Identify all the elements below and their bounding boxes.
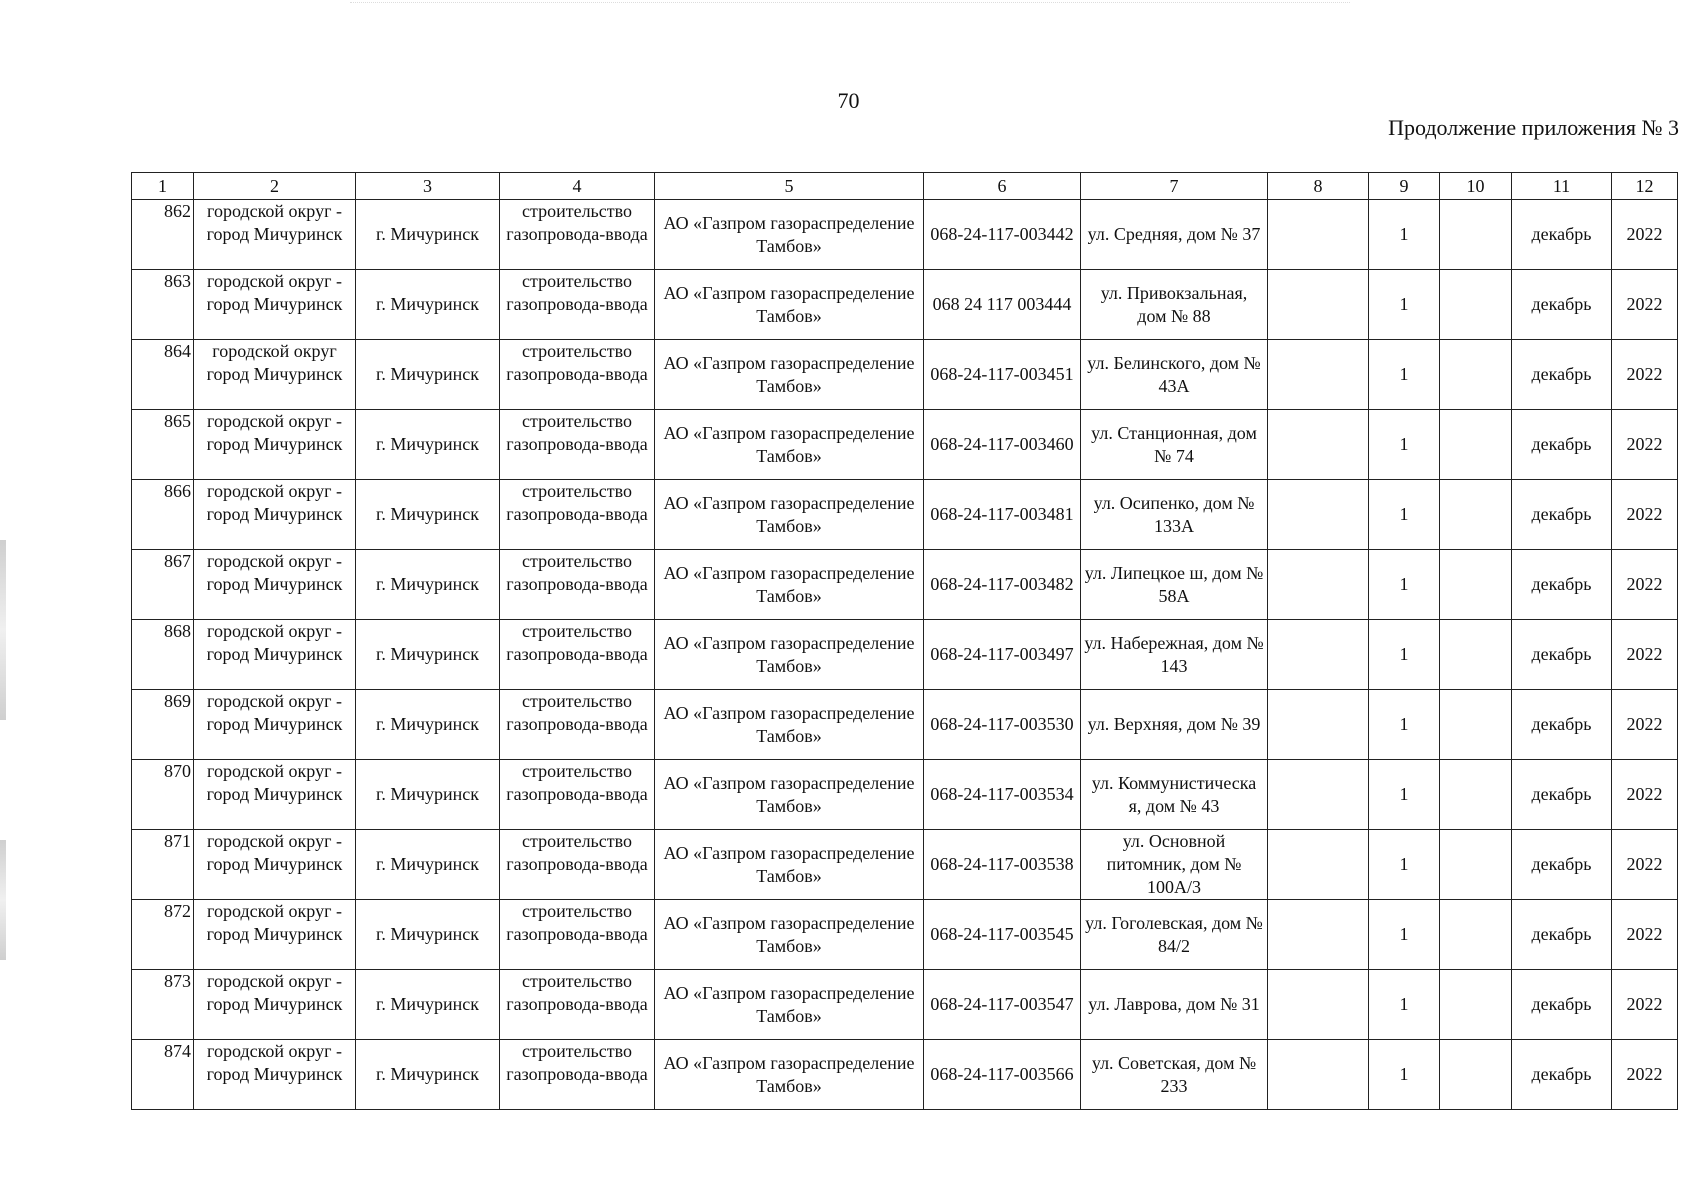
month-cell: декабрь	[1512, 480, 1612, 550]
work-type-cell: строительство газопровода-ввода	[500, 410, 655, 480]
address-cell: ул. Осипенко, дом № 133А	[1081, 480, 1268, 550]
locality-cell: г. Мичуринск	[356, 830, 500, 900]
month-cell: декабрь	[1512, 900, 1612, 970]
district-cell: городской округ - город Мичуринск	[194, 480, 356, 550]
year-cell: 2022	[1612, 550, 1678, 620]
column-number-9: 9	[1369, 173, 1440, 200]
object-code-cell: 068-24-117-003482	[924, 550, 1081, 620]
scan-edge-mark	[0, 840, 6, 960]
table-row	[132, 1040, 1678, 1110]
column-number-1: 1	[132, 173, 194, 200]
address-cell: ул. Коммунистическа я, дом № 43	[1081, 760, 1268, 830]
column-8-cell	[1268, 550, 1369, 620]
column-8-cell	[1268, 270, 1369, 340]
address-cell: ул. Советская, дом № 233	[1081, 1040, 1268, 1110]
month-cell: декабрь	[1512, 830, 1612, 900]
quantity-cell: 1	[1369, 620, 1440, 690]
object-code-cell: 068-24-117-003481	[924, 480, 1081, 550]
column-10-cell	[1440, 760, 1512, 830]
row-number-cell: 867	[132, 550, 194, 620]
address-cell: ул. Станционная, дом № 74	[1081, 410, 1268, 480]
month-cell: декабрь	[1512, 550, 1612, 620]
table-row	[132, 480, 1678, 550]
work-type-cell: строительство газопровода-ввода	[500, 340, 655, 410]
organization-cell: АО «Газпром газораспределение Тамбов»	[655, 270, 924, 340]
district-cell: городской округ - город Мичуринск	[194, 970, 356, 1040]
quantity-cell: 1	[1369, 900, 1440, 970]
column-10-cell	[1440, 900, 1512, 970]
month-cell: декабрь	[1512, 760, 1612, 830]
quantity-cell: 1	[1369, 830, 1440, 900]
organization-cell: АО «Газпром газораспределение Тамбов»	[655, 620, 924, 690]
month-cell: декабрь	[1512, 270, 1612, 340]
locality-cell: г. Мичуринск	[356, 900, 500, 970]
table-row	[132, 620, 1678, 690]
object-code-cell: 068-24-117-003530	[924, 690, 1081, 760]
table-row	[132, 340, 1678, 410]
column-10-cell	[1440, 830, 1512, 900]
year-cell: 2022	[1612, 1040, 1678, 1110]
column-8-cell	[1268, 970, 1369, 1040]
organization-cell: АО «Газпром газораспределение Тамбов»	[655, 830, 924, 900]
object-code-cell: 068-24-117-003534	[924, 760, 1081, 830]
object-code-cell: 068-24-117-003547	[924, 970, 1081, 1040]
address-cell: ул. Гоголевская, дом № 84/2	[1081, 900, 1268, 970]
row-number-cell: 862	[132, 200, 194, 270]
column-number-11: 11	[1512, 173, 1612, 200]
month-cell: декабрь	[1512, 340, 1612, 410]
column-10-cell	[1440, 1040, 1512, 1110]
row-number-cell: 863	[132, 270, 194, 340]
column-10-cell	[1440, 480, 1512, 550]
column-number-4: 4	[500, 173, 655, 200]
year-cell: 2022	[1612, 900, 1678, 970]
quantity-cell: 1	[1369, 340, 1440, 410]
column-10-cell	[1440, 970, 1512, 1040]
column-8-cell	[1268, 760, 1369, 830]
address-cell: ул. Набережная, дом № 143	[1081, 620, 1268, 690]
year-cell: 2022	[1612, 410, 1678, 480]
district-cell: городской округ - город Мичуринск	[194, 830, 356, 900]
column-number-2: 2	[194, 173, 356, 200]
year-cell: 2022	[1612, 690, 1678, 760]
column-number-5: 5	[655, 173, 924, 200]
quantity-cell: 1	[1369, 550, 1440, 620]
district-cell: городской округ - город Мичуринск	[194, 410, 356, 480]
table-row	[132, 760, 1678, 830]
quantity-cell: 1	[1369, 410, 1440, 480]
column-10-cell	[1440, 270, 1512, 340]
registry-table	[131, 172, 1678, 1110]
column-number-6: 6	[924, 173, 1081, 200]
year-cell: 2022	[1612, 200, 1678, 270]
work-type-cell: строительство газопровода-ввода	[500, 620, 655, 690]
scan-edge-mark	[0, 540, 6, 720]
locality-cell: г. Мичуринск	[356, 340, 500, 410]
organization-cell: АО «Газпром газораспределение Тамбов»	[655, 900, 924, 970]
address-cell: ул. Верхняя, дом № 39	[1081, 690, 1268, 760]
locality-cell: г. Мичуринск	[356, 410, 500, 480]
row-number-cell: 864	[132, 340, 194, 410]
district-cell: городской округ - город Мичуринск	[194, 270, 356, 340]
organization-cell: АО «Газпром газораспределение Тамбов»	[655, 550, 924, 620]
quantity-cell: 1	[1369, 970, 1440, 1040]
table-row	[132, 690, 1678, 760]
column-10-cell	[1440, 550, 1512, 620]
locality-cell: г. Мичуринск	[356, 760, 500, 830]
column-8-cell	[1268, 900, 1369, 970]
locality-cell: г. Мичуринск	[356, 1040, 500, 1110]
locality-cell: г. Мичуринск	[356, 620, 500, 690]
object-code-cell: 068-24-117-003460	[924, 410, 1081, 480]
month-cell: декабрь	[1512, 970, 1612, 1040]
organization-cell: АО «Газпром газораспределение Тамбов»	[655, 480, 924, 550]
row-number-cell: 870	[132, 760, 194, 830]
month-cell: декабрь	[1512, 410, 1612, 480]
locality-cell: г. Мичуринск	[356, 480, 500, 550]
quantity-cell: 1	[1369, 760, 1440, 830]
work-type-cell: строительство газопровода-ввода	[500, 200, 655, 270]
object-code-cell: 068-24-117-003545	[924, 900, 1081, 970]
district-cell: городской округ город Мичуринск	[194, 340, 356, 410]
year-cell: 2022	[1612, 970, 1678, 1040]
work-type-cell: строительство газопровода-ввода	[500, 900, 655, 970]
column-number-10: 10	[1440, 173, 1512, 200]
year-cell: 2022	[1612, 270, 1678, 340]
locality-cell: г. Мичуринск	[356, 550, 500, 620]
organization-cell: АО «Газпром газораспределение Тамбов»	[655, 690, 924, 760]
table-body	[132, 200, 1678, 1110]
table-row	[132, 900, 1678, 970]
row-number-cell: 874	[132, 1040, 194, 1110]
row-number-cell: 871	[132, 830, 194, 900]
year-cell: 2022	[1612, 480, 1678, 550]
district-cell: городской округ - город Мичуринск	[194, 760, 356, 830]
work-type-cell: строительство газопровода-ввода	[500, 760, 655, 830]
object-code-cell: 068-24-117-003442	[924, 200, 1081, 270]
month-cell: декабрь	[1512, 690, 1612, 760]
work-type-cell: строительство газопровода-ввода	[500, 830, 655, 900]
work-type-cell: строительство газопровода-ввода	[500, 690, 655, 760]
object-code-cell: 068-24-117-003451	[924, 340, 1081, 410]
column-10-cell	[1440, 690, 1512, 760]
column-8-cell	[1268, 690, 1369, 760]
table-row	[132, 410, 1678, 480]
column-10-cell	[1440, 620, 1512, 690]
organization-cell: АО «Газпром газораспределение Тамбов»	[655, 760, 924, 830]
column-8-cell	[1268, 1040, 1369, 1110]
row-number-cell: 873	[132, 970, 194, 1040]
page-number: 70	[837, 88, 860, 113]
work-type-cell: строительство газопровода-ввода	[500, 1040, 655, 1110]
quantity-cell: 1	[1369, 200, 1440, 270]
organization-cell: АО «Газпром газораспределение Тамбов»	[655, 970, 924, 1040]
appendix-continuation-note: Продолжение приложения № 3	[1388, 115, 1679, 140]
work-type-cell: строительство газопровода-ввода	[500, 480, 655, 550]
quantity-cell: 1	[1369, 1040, 1440, 1110]
month-cell: декабрь	[1512, 620, 1612, 690]
district-cell: городской округ - город Мичуринск	[194, 200, 356, 270]
address-cell: ул. Основной питомник, дом № 100А/3	[1081, 830, 1268, 900]
column-10-cell	[1440, 200, 1512, 270]
row-number-cell: 869	[132, 690, 194, 760]
table-row	[132, 970, 1678, 1040]
object-code-cell: 068-24-117-003566	[924, 1040, 1081, 1110]
address-cell: ул. Белинского, дом № 43А	[1081, 340, 1268, 410]
district-cell: городской округ - город Мичуринск	[194, 900, 356, 970]
locality-cell: г. Мичуринск	[356, 270, 500, 340]
column-8-cell	[1268, 200, 1369, 270]
table-row	[132, 550, 1678, 620]
year-cell: 2022	[1612, 620, 1678, 690]
work-type-cell: строительство газопровода-ввода	[500, 270, 655, 340]
row-number-cell: 868	[132, 620, 194, 690]
organization-cell: АО «Газпром газораспределение Тамбов»	[655, 1040, 924, 1110]
locality-cell: г. Мичуринск	[356, 970, 500, 1040]
object-code-cell: 068-24-117-003538	[924, 830, 1081, 900]
column-number-7: 7	[1081, 173, 1268, 200]
column-number-3: 3	[356, 173, 500, 200]
address-cell: ул. Липецкое ш, дом № 58А	[1081, 550, 1268, 620]
column-number-8: 8	[1268, 173, 1369, 200]
quantity-cell: 1	[1369, 480, 1440, 550]
row-number-cell: 872	[132, 900, 194, 970]
column-8-cell	[1268, 410, 1369, 480]
object-code-cell: 068-24-117-003497	[924, 620, 1081, 690]
column-8-cell	[1268, 830, 1369, 900]
scan-artifact-line	[350, 2, 1350, 4]
organization-cell: АО «Газпром газораспределение Тамбов»	[655, 340, 924, 410]
object-code-cell: 068 24 117 003444	[924, 270, 1081, 340]
table-row	[132, 830, 1678, 900]
work-type-cell: строительство газопровода-ввода	[500, 970, 655, 1040]
column-8-cell	[1268, 480, 1369, 550]
quantity-cell: 1	[1369, 270, 1440, 340]
column-8-cell	[1268, 620, 1369, 690]
table-row	[132, 200, 1678, 270]
address-cell: ул. Лаврова, дом № 31	[1081, 970, 1268, 1040]
locality-cell: г. Мичуринск	[356, 690, 500, 760]
column-10-cell	[1440, 410, 1512, 480]
row-number-cell: 866	[132, 480, 194, 550]
year-cell: 2022	[1612, 830, 1678, 900]
district-cell: городской округ - город Мичуринск	[194, 1040, 356, 1110]
district-cell: городской округ - город Мичуринск	[194, 620, 356, 690]
column-8-cell	[1268, 340, 1369, 410]
column-number-12: 12	[1612, 173, 1678, 200]
month-cell: декабрь	[1512, 1040, 1612, 1110]
organization-cell: АО «Газпром газораспределение Тамбов»	[655, 200, 924, 270]
quantity-cell: 1	[1369, 690, 1440, 760]
year-cell: 2022	[1612, 340, 1678, 410]
row-number-cell: 865	[132, 410, 194, 480]
column-10-cell	[1440, 340, 1512, 410]
address-cell: ул. Средняя, дом № 37	[1081, 200, 1268, 270]
table-row	[132, 270, 1678, 340]
month-cell: декабрь	[1512, 200, 1612, 270]
district-cell: городской округ - город Мичуринск	[194, 550, 356, 620]
work-type-cell: строительство газопровода-ввода	[500, 550, 655, 620]
organization-cell: АО «Газпром газораспределение Тамбов»	[655, 410, 924, 480]
column-number-row	[132, 173, 1678, 200]
district-cell: городской округ - город Мичуринск	[194, 690, 356, 760]
year-cell: 2022	[1612, 760, 1678, 830]
locality-cell: г. Мичуринск	[356, 200, 500, 270]
address-cell: ул. Привокзальная, дом № 88	[1081, 270, 1268, 340]
